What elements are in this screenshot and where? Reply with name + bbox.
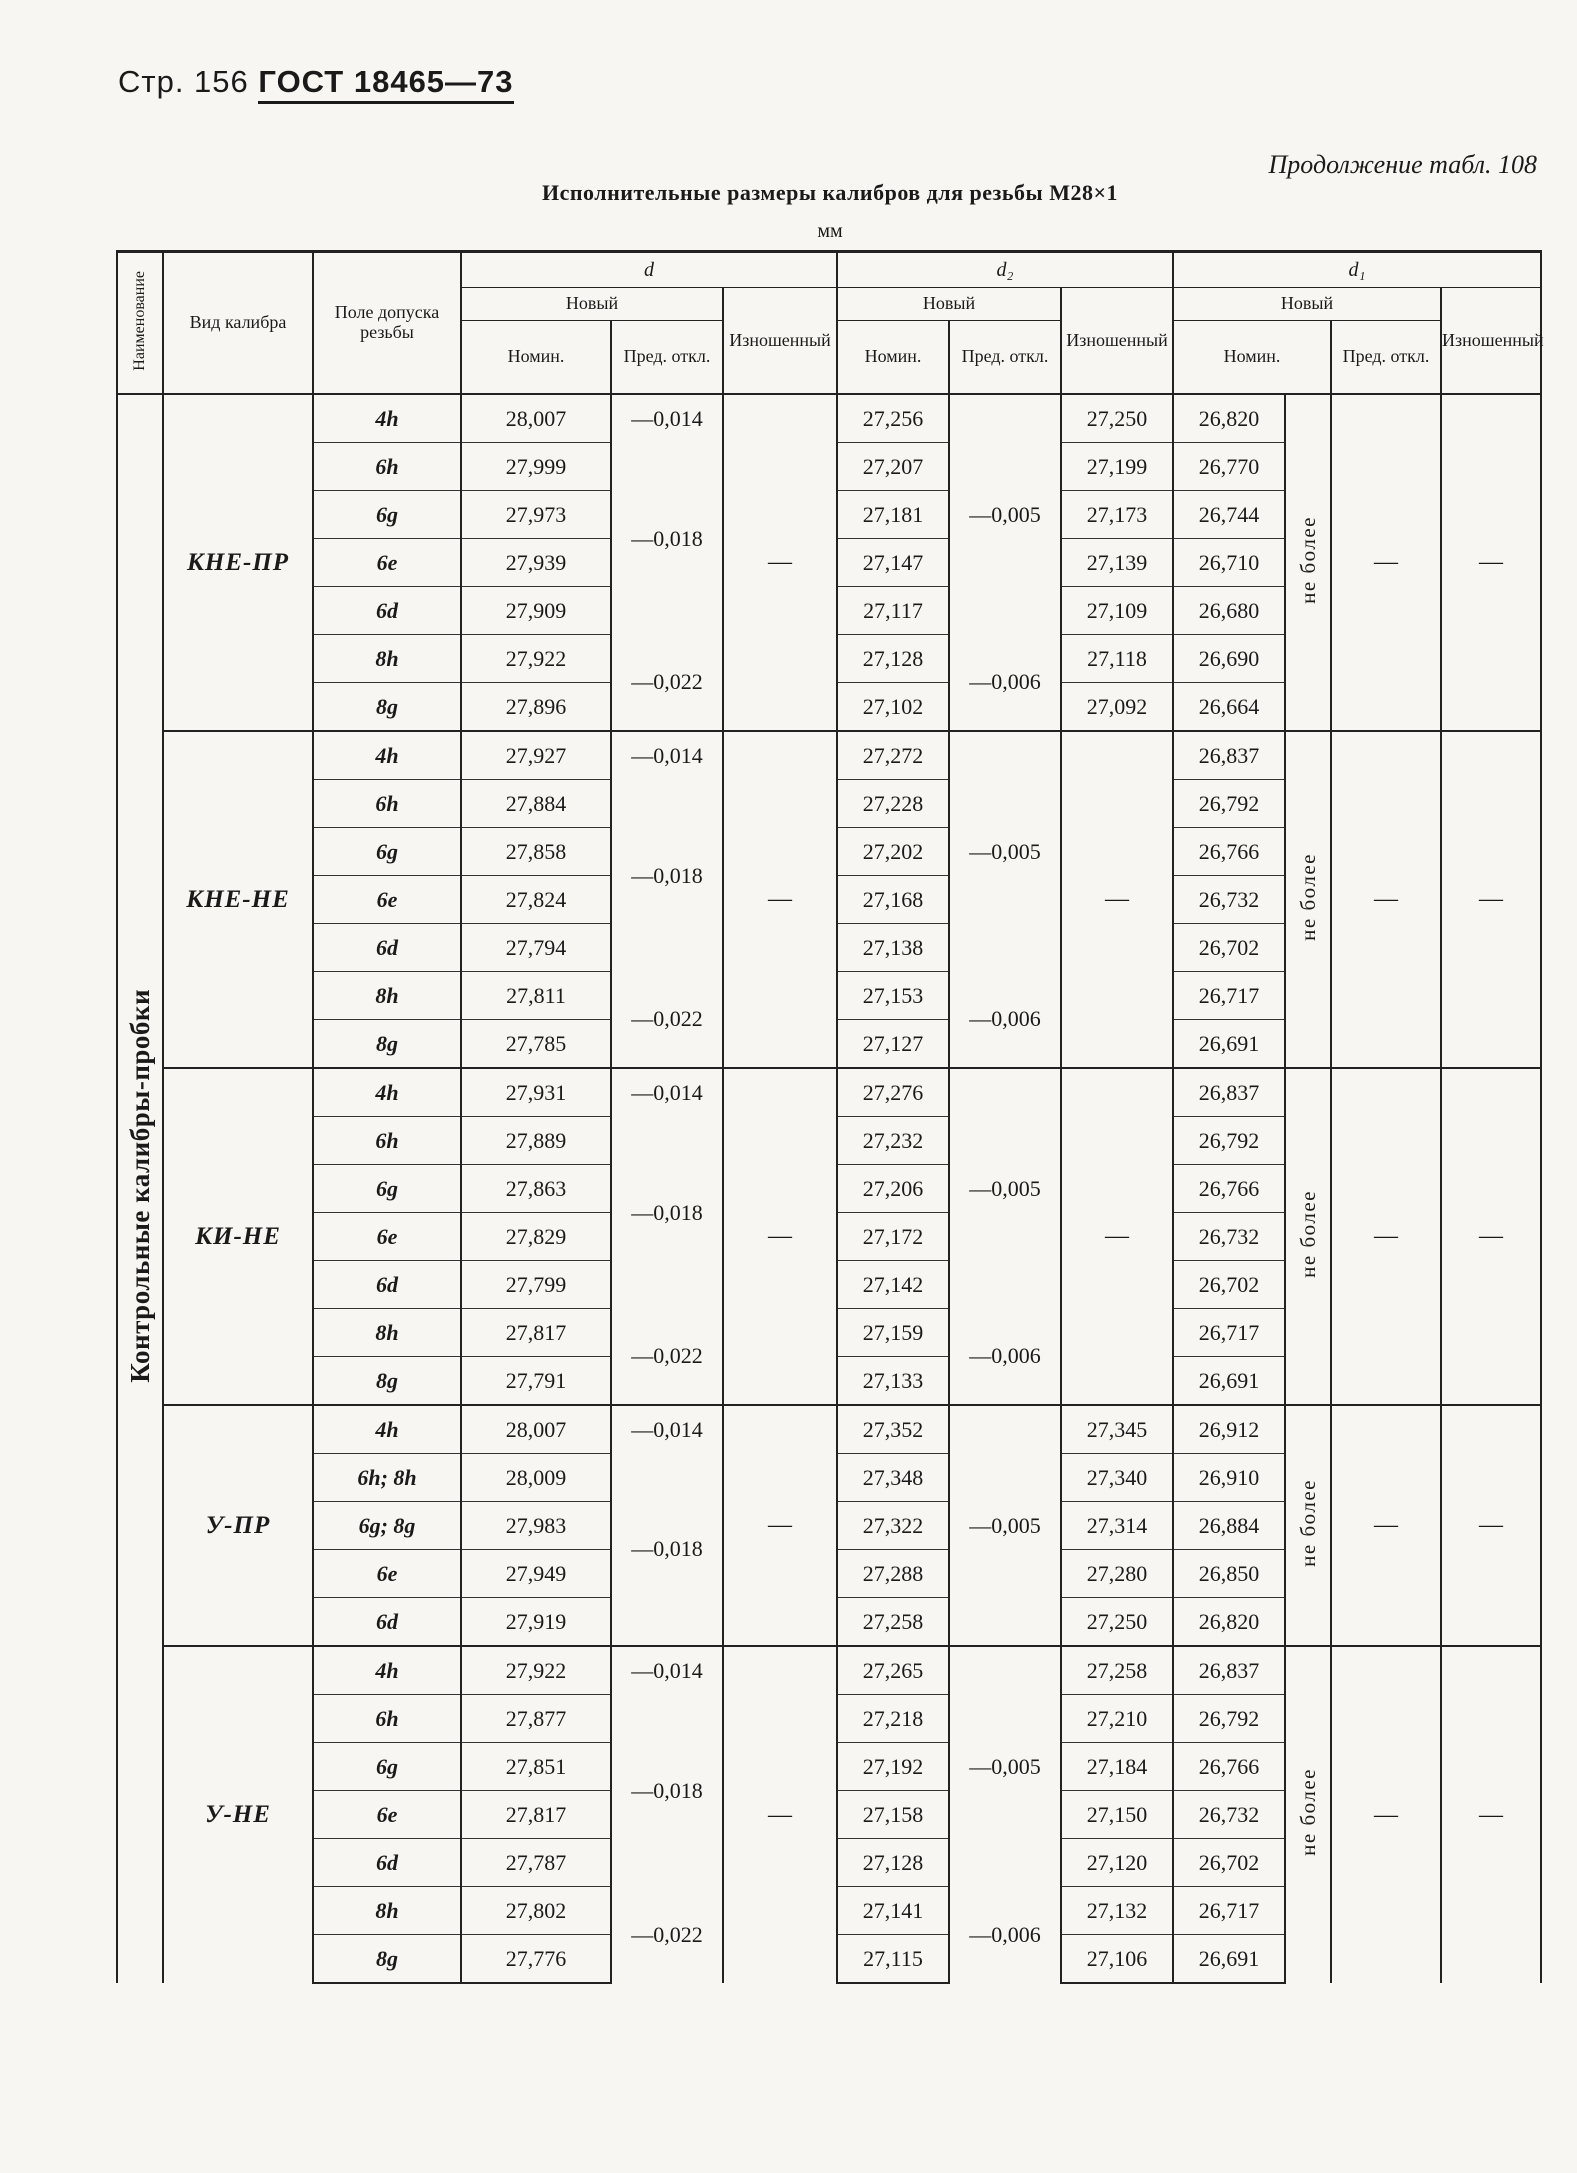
d1-nominal: 26,850 [1173,1550,1285,1598]
d-tolerance: —0,018 [611,1454,723,1647]
tolerance-field: 6h [313,780,461,828]
d-nominal: 27,863 [461,1165,611,1213]
d2-nominal: 27,128 [837,1839,949,1887]
header-d-pred: Пред. откл. [611,321,723,395]
d2-worn: 27,184 [1061,1743,1173,1791]
d2-nominal: 27,192 [837,1743,949,1791]
d1-nominal: 26,770 [1173,443,1285,491]
d-tolerance: —0,018 [611,780,723,972]
d1-nominal: 26,717 [1173,972,1285,1020]
header-d1: d₁ [1173,252,1541,288]
not-more-label [1285,1405,1331,1646]
d2-nominal: 27,207 [837,443,949,491]
d-nominal: 28,007 [461,1405,611,1454]
d1-worn: — [1441,1646,1541,1983]
d1-nominal: 26,884 [1173,1502,1285,1550]
tolerance-field: 8g [313,1020,461,1069]
d2-nominal: 27,158 [837,1791,949,1839]
header-d2-new: Новый [837,288,1061,321]
header-d-worn: Изношенный [723,288,837,395]
d2-worn: 27,345 [1061,1405,1173,1454]
d-tolerance: —0,018 [611,1695,723,1887]
table-row [117,394,1541,443]
d2-worn: 27,199 [1061,443,1173,491]
d1-nominal: 26,717 [1173,1887,1285,1935]
d-worn: — [723,1068,837,1405]
d-tolerance: —0,014 [611,1068,723,1117]
gauge-type-name: КНЕ-НЕ [163,731,313,1068]
d-nominal: 27,851 [461,1743,611,1791]
d-tolerance: —0,022 [611,1887,723,1984]
d-nominal: 27,817 [461,1791,611,1839]
d2-worn: 27,118 [1061,635,1173,683]
not-more-text: не более [1295,1189,1320,1278]
d2-nominal: 27,168 [837,876,949,924]
tolerance-field: 6d [313,1598,461,1647]
header-d: d [461,252,837,288]
d2-tolerance: —0,006 [949,972,1061,1069]
tolerance-field: 6g [313,491,461,539]
d2-nominal: 27,352 [837,1405,949,1454]
d-nominal: 27,939 [461,539,611,587]
d-nominal: 28,009 [461,1454,611,1502]
row-group-label [117,394,163,1983]
d2-nominal: 27,153 [837,972,949,1020]
tolerance-field: 6g [313,1165,461,1213]
d-tolerance: —0,014 [611,1405,723,1454]
d2-worn: 27,250 [1061,1598,1173,1647]
d2-tolerance: —0,005 [949,1405,1061,1646]
d-nominal: 27,858 [461,828,611,876]
d1-nominal: 26,690 [1173,635,1285,683]
d2-tolerance: —0,005 [949,394,1061,635]
d2-nominal: 27,202 [837,828,949,876]
d1-nominal: 26,910 [1173,1454,1285,1502]
header-d1-new: Новый [1173,288,1441,321]
d-tolerance: —0,018 [611,443,723,635]
d-tolerance: —0,022 [611,972,723,1069]
tolerance-field: 8h [313,1309,461,1357]
tolerance-field: 8h [313,1887,461,1935]
tolerance-field: 8h [313,972,461,1020]
table-body [117,394,1541,1983]
d1-nominal: 26,792 [1173,1117,1285,1165]
tolerance-field: 6h; 8h [313,1454,461,1502]
d-nominal: 27,931 [461,1068,611,1117]
tolerance-field: 6h [313,1695,461,1743]
d2-worn: 27,340 [1061,1454,1173,1502]
d1-worn: — [1441,1405,1541,1646]
d-nominal: 27,983 [461,1502,611,1550]
d1-nominal: 26,732 [1173,1213,1285,1261]
d2-tolerance: —0,005 [949,731,1061,972]
d2-nominal: 27,181 [837,491,949,539]
d-tolerance: —0,022 [611,635,723,732]
tolerance-field: 6d [313,1839,461,1887]
tolerance-field: 6e [313,539,461,587]
tolerance-field: 4h [313,1405,461,1454]
d-nominal: 27,919 [461,1598,611,1647]
dimensions-table [116,250,1542,1984]
table-title: Исполнительные размеры калибров для резьбы М28×1 [542,180,1118,205]
d2-nominal: 27,276 [837,1068,949,1117]
d2-nominal: 27,102 [837,683,949,732]
d-tolerance: —0,022 [611,1309,723,1406]
header-name: Наименование [117,252,163,395]
d2-worn: 27,139 [1061,539,1173,587]
header-d-nomin: Номин. [461,321,611,395]
not-more-text: не более [1295,515,1320,604]
header-d1-pred: Пред. откл. [1331,321,1441,395]
d2-nominal: 27,258 [837,1598,949,1647]
d1-nominal: 26,702 [1173,924,1285,972]
d2-tolerance: —0,006 [949,1887,1061,1984]
tolerance-field: 6e [313,1791,461,1839]
d-tolerance: —0,014 [611,1646,723,1695]
d1-nominal: 26,792 [1173,780,1285,828]
tolerance-field: 8h [313,635,461,683]
tolerance-field: 6d [313,587,461,635]
d-worn: — [723,1405,837,1646]
header-d2: d₂ [837,252,1173,288]
d-nominal: 27,799 [461,1261,611,1309]
d2-tolerance: —0,006 [949,1309,1061,1406]
d2-tolerance: —0,006 [949,635,1061,732]
d1-nominal: 26,691 [1173,1935,1285,1984]
gauge-type-name: КИ-НЕ [163,1068,313,1405]
d2-worn: 27,092 [1061,683,1173,732]
d1-nominal: 26,820 [1173,1598,1285,1647]
d1-worn: — [1441,1068,1541,1405]
d2-nominal: 27,127 [837,1020,949,1069]
d-worn: — [723,394,837,731]
d2-nominal: 27,141 [837,1887,949,1935]
page-header [118,64,514,100]
table-continuation: Продолжение табл. 108 [1268,150,1537,179]
tolerance-field: 8g [313,683,461,732]
d2-nominal: 27,142 [837,1261,949,1309]
d-nominal: 27,877 [461,1695,611,1743]
not-more-label [1285,1646,1331,1983]
d2-nominal: 27,172 [837,1213,949,1261]
d2-worn: 27,280 [1061,1550,1173,1598]
d1-nominal: 26,702 [1173,1261,1285,1309]
not-more-text: не более [1295,1768,1320,1856]
d-nominal: 27,927 [461,731,611,780]
page-number: Стр. 156 [118,64,249,99]
d2-worn: 27,120 [1061,1839,1173,1887]
gauge-type-name: У-ПР [163,1405,313,1646]
standard-number: ГОСТ 18465—73 [258,64,513,104]
d1-nominal: 26,691 [1173,1020,1285,1069]
d1-nominal: 26,766 [1173,1743,1285,1791]
d2-nominal: 27,228 [837,780,949,828]
d-nominal: 27,787 [461,1839,611,1887]
d-nominal: 27,817 [461,1309,611,1357]
d1-nominal: 26,766 [1173,1165,1285,1213]
tolerance-field: 6e [313,1213,461,1261]
table-row [117,1646,1541,1695]
d1-nominal: 26,732 [1173,876,1285,924]
tolerance-field: 6h [313,443,461,491]
d2-worn: 27,150 [1061,1791,1173,1839]
d2-tolerance: —0,005 [949,1646,1061,1887]
table-row [117,1405,1541,1454]
not-more-label [1285,394,1331,731]
header-d2-nomin: Номин. [837,321,949,395]
tolerance-field: 4h [313,1646,461,1695]
d1-worn: — [1441,394,1541,731]
d-tolerance: —0,014 [611,394,723,443]
d2-nominal: 27,348 [837,1454,949,1502]
d2-nominal: 27,218 [837,1695,949,1743]
header-d1-nomin: Номин. [1173,321,1331,395]
tolerance-field: 6g [313,1743,461,1791]
d2-worn: — [1061,1068,1173,1405]
tolerance-field: 4h [313,394,461,443]
d-nominal: 27,909 [461,587,611,635]
table-row [117,731,1541,780]
header-d2-worn: Изношенный [1061,288,1173,395]
tolerance-field: 8g [313,1935,461,1984]
d1-tolerance: — [1331,731,1441,1068]
d-nominal: 27,999 [461,443,611,491]
tolerance-field: 8g [313,1357,461,1406]
d2-worn: 27,258 [1061,1646,1173,1695]
d1-nominal: 26,837 [1173,1068,1285,1117]
not-more-text: не более [1295,1478,1320,1567]
d-nominal: 27,802 [461,1887,611,1935]
gauge-type-name: КНЕ-ПР [163,394,313,731]
unit-label: мм [817,220,843,242]
d1-worn: — [1441,731,1541,1068]
d2-nominal: 27,128 [837,635,949,683]
d1-tolerance: — [1331,1646,1441,1983]
d1-nominal: 26,837 [1173,731,1285,780]
gauge-type-name: У-НЕ [163,1646,313,1983]
table-row [117,1068,1541,1117]
d2-worn: 27,132 [1061,1887,1173,1935]
d-tolerance: —0,018 [611,1117,723,1309]
d1-nominal: 26,702 [1173,1839,1285,1887]
d2-nominal: 27,147 [837,539,949,587]
d2-nominal: 27,232 [837,1117,949,1165]
d-worn: — [723,1646,837,1983]
d-nominal: 27,824 [461,876,611,924]
d1-tolerance: — [1331,394,1441,731]
d-nominal: 27,889 [461,1117,611,1165]
d1-nominal: 26,744 [1173,491,1285,539]
header-gauge-type: Вид калибра [163,252,313,395]
d2-nominal: 27,256 [837,394,949,443]
not-more-label [1285,731,1331,1068]
d2-worn: 27,314 [1061,1502,1173,1550]
d1-nominal: 26,717 [1173,1309,1285,1357]
tolerance-field: 6d [313,924,461,972]
d-tolerance: —0,014 [611,731,723,780]
tolerance-field: 4h [313,731,461,780]
d1-nominal: 26,680 [1173,587,1285,635]
d1-tolerance: — [1331,1068,1441,1405]
d2-nominal: 27,288 [837,1550,949,1598]
header-d1-worn: Изношенный [1441,288,1541,395]
d1-nominal: 26,766 [1173,828,1285,876]
d1-nominal: 26,664 [1173,683,1285,732]
d2-nominal: 27,133 [837,1357,949,1406]
d1-nominal: 26,691 [1173,1357,1285,1406]
d1-nominal: 26,837 [1173,1646,1285,1695]
d-nominal: 27,922 [461,635,611,683]
d-nominal: 27,922 [461,1646,611,1695]
d1-nominal: 26,792 [1173,1695,1285,1743]
d1-nominal: 26,820 [1173,394,1285,443]
tolerance-field: 6g [313,828,461,876]
tolerance-field: 6g; 8g [313,1502,461,1550]
d-nominal: 27,776 [461,1935,611,1984]
d2-nominal: 27,322 [837,1502,949,1550]
d2-nominal: 27,206 [837,1165,949,1213]
tolerance-field: 6d [313,1261,461,1309]
d2-nominal: 27,265 [837,1646,949,1695]
d-nominal: 27,785 [461,1020,611,1069]
d2-nominal: 27,138 [837,924,949,972]
d2-nominal: 27,159 [837,1309,949,1357]
d-worn: — [723,731,837,1068]
d-nominal: 27,949 [461,1550,611,1598]
d1-tolerance: — [1331,1405,1441,1646]
header-d2-pred: Пред. откл. [949,321,1061,395]
d-nominal: 27,791 [461,1357,611,1406]
tolerance-field: 6h [313,1117,461,1165]
header-tolerance-field: Поле допуска резьбы [313,252,461,395]
d2-worn: 27,210 [1061,1695,1173,1743]
d2-nominal: 27,117 [837,587,949,635]
row-group-label-text: Контрольные калибры-пробки [124,989,155,1383]
d1-nominal: 26,710 [1173,539,1285,587]
d1-nominal: 26,912 [1173,1405,1285,1454]
d-nominal: 27,973 [461,491,611,539]
d2-worn: 27,173 [1061,491,1173,539]
not-more-text: не более [1295,852,1320,941]
d-nominal: 27,794 [461,924,611,972]
d2-nominal: 27,272 [837,731,949,780]
d-nominal: 27,829 [461,1213,611,1261]
tolerance-field: 4h [313,1068,461,1117]
d2-worn: — [1061,731,1173,1068]
d2-nominal: 27,115 [837,1935,949,1984]
d-nominal: 27,811 [461,972,611,1020]
d2-tolerance: —0,005 [949,1068,1061,1309]
d-nominal: 28,007 [461,394,611,443]
header-d-new: Новый [461,288,723,321]
d2-worn: 27,250 [1061,394,1173,443]
tolerance-field: 6e [313,876,461,924]
d-nominal: 27,884 [461,780,611,828]
tolerance-field: 6e [313,1550,461,1598]
d-nominal: 27,896 [461,683,611,732]
not-more-label [1285,1068,1331,1405]
d1-nominal: 26,732 [1173,1791,1285,1839]
d2-worn: 27,106 [1061,1935,1173,1984]
d2-worn: 27,109 [1061,587,1173,635]
